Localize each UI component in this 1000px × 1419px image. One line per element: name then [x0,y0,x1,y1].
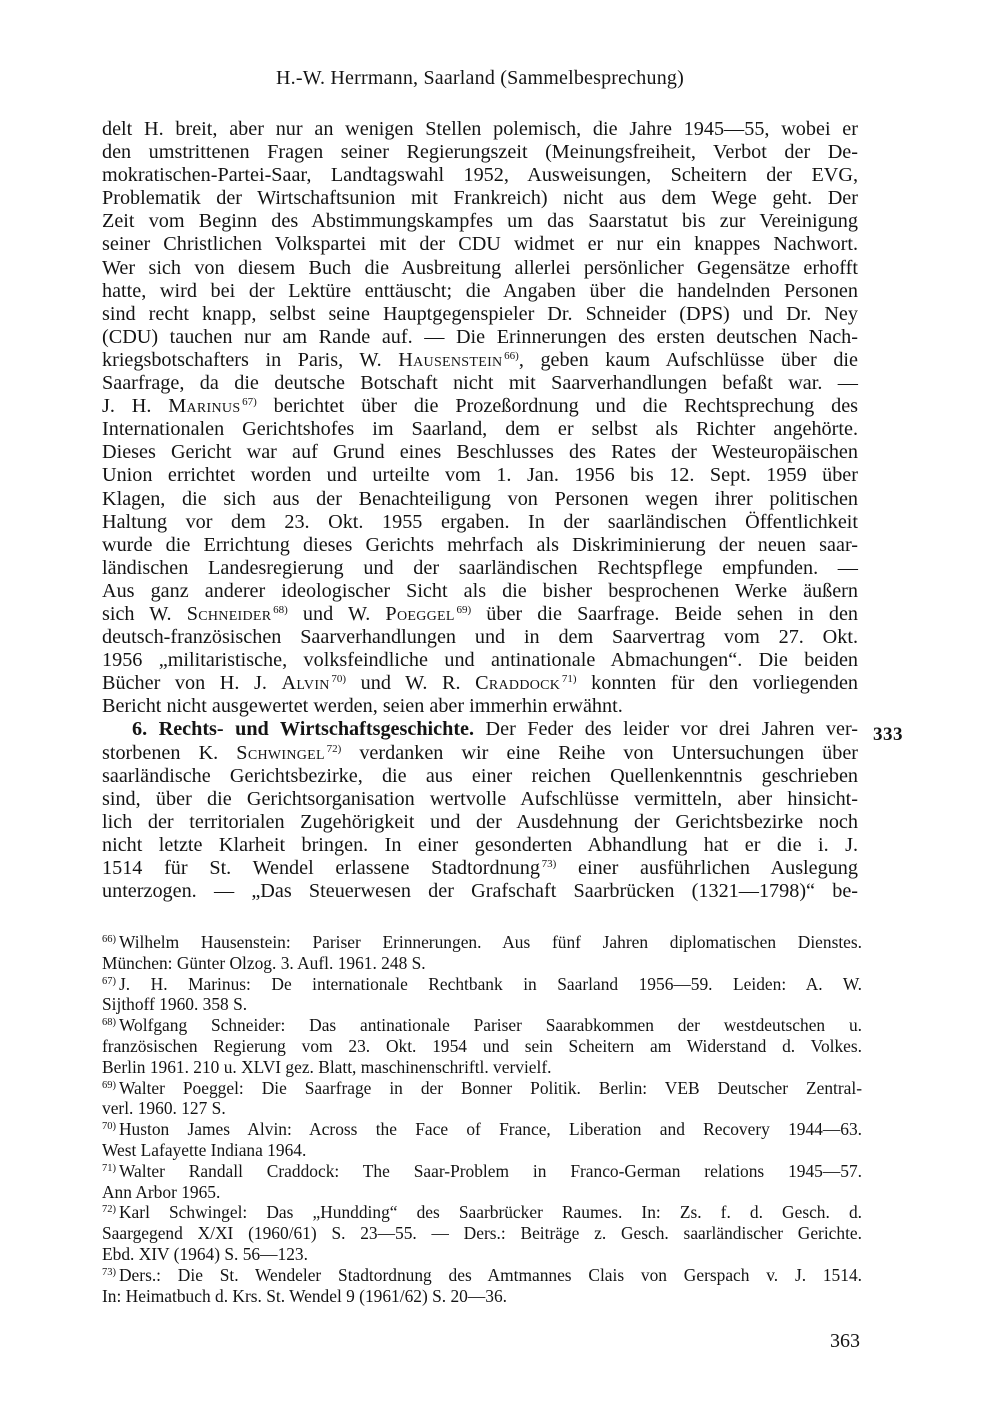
footnote-line: West Lafayette Indiana 1964. [102,1139,307,1160]
text-line: seiner Christlichen Volkspartei mit der CDU widmet er nur ein knappes Nachwort. [102,233,858,256]
footnote-mark: 70) [102,1121,116,1133]
text-line: 1956 „militaristische, volksfeindliche und antinationale Abmachungen“. Die beiden [102,649,858,672]
page-number: 363 [830,1330,860,1352]
text-line: ländischen Landesregierung und der saarländischen Rechtspflege empfunden. — [102,556,858,579]
author-name: Schneider [186,602,272,625]
footnote-line [102,1161,862,1182]
text-line: Union errichtet worden und urteilte vom 1. Jan. 1956 bis 12. Sept. 1959 über [102,464,858,487]
author-name: Marinus [168,395,241,418]
footnote-ref[interactable]: 71) [561,673,577,686]
text-line [102,857,858,880]
footnote-text: Karl Schwingel: Das „Hundding“ des Saarbrücker Raumes. In: Zs. f. d. Gesch. d. [119,1202,862,1223]
text-run: Der Feder des leider vor drei Jahren ver- [474,718,858,741]
text-run: 1514 für St. Wendel erlassene Stadtordnung [102,857,540,879]
footnote-line: In: Heimatbuch d. Krs. St. Wendel 9 (1961/62) S. 20—36. [102,1285,507,1306]
text-run: berichtet über die Prozeßordnung und die Rechtsprechung des [256,395,859,418]
footnote-text: Wilhelm Hausenstein: Pariser Erinnerungen. Aus fünf Jahren diplomatischen Dienstes. [119,932,862,952]
text-run: storbenen K. [102,741,237,764]
footnote-ref[interactable]: 70) [331,673,347,686]
text-line: Problematik der Wirtschaftsunion mit Frankreich) nicht aus dem Wege geht. Der [102,187,858,210]
footnote-ref[interactable]: 67) [242,396,257,409]
text-line: (CDU) tauchen nur am Rande auf. — Die Erinnerungen des ersten deutschen Nach- [102,325,858,348]
footnote-line [102,1015,862,1036]
footnote-line [102,1265,862,1286]
footnote-ref[interactable]: 69) [456,603,472,616]
author-name: Hausenstein [398,348,503,371]
footnote [102,1265,862,1307]
text-line: den umstrittenen Fragen seiner Regierungszeit (Meinungsfreiheit, Verbot der De- [102,141,858,164]
text-line: Wer sich von diesem Buch die Ausbreitung allerlei persönlicher Gegensätze erhofft [102,256,858,279]
text-line: deutsch-französischen Saarverhandlungen und in dem Saarvertrag vom 27. Okt. [102,626,858,649]
text-line: Internationalen Gerichtshofes im Saarland, dem er selbst als Richter angehörte. [102,418,858,441]
footnote-mark: 69) [102,1079,116,1091]
footnote-text: J. H. Marinus: De internationale Rechtbank in Saarland 1956—59. Leiden: A. W. [119,973,862,994]
footnote-text: Wolfgang Schneider: Das antinationale Pariser Saarabkommen der westdeutschen u. [119,1015,862,1036]
footnote-ref[interactable]: 73) [541,858,557,870]
text-line: Bericht nicht ausgewertet werden, seien aber immerhin erwähnt. [102,695,623,718]
text-line: wurde die Errichtung dieses Gerichts mehrfach als Diskriminierung der neuen saar- [102,533,858,556]
footnote-line: München: Günter Olzog. 3. Aufl. 1961. 248 S. [102,952,426,973]
footnote-line [102,932,862,953]
footnote-line: Sijthoff 1960. 358 S. [102,994,248,1015]
footnotes [102,932,862,1306]
text-line [102,742,858,765]
author-name: Poeggel [385,602,455,625]
footnote-text: Huston James Alvin: Across the Face of France, Liberation and Recovery 1944—63. [119,1119,862,1140]
footnote-mark: 73) [102,1266,116,1278]
footnote-line: Berlin 1961. 210 u. XLVI gez. Blatt, maschinenschriftl. vervielf. [102,1056,552,1077]
section-heading: 6. Rechts- und Wirtschaftsgeschichte. [132,718,475,741]
footnote-line: Ann Arbor 1965. [102,1181,221,1202]
footnote-line [102,1078,862,1099]
footnote-text: Ders.: Die St. Wendeler Stadtordnung des Amtmannes Clais von Gerspach v. J. 1514. [119,1264,862,1285]
footnote-line [102,974,862,995]
text-run: kriegsbotschafters in Paris, W. [102,348,399,371]
text-line: Saarfrage, da die deutsche Botschaft nicht mit Saarverhandlungen befaßt war. — [102,372,858,395]
footnote-ref[interactable]: 68) [273,603,288,616]
footnote-line: Saargegend X/XI (1960/61) S. 23—55. — Ders.: Beiträge z. Gesch. saarländischer Gerichte. [102,1223,862,1244]
text-line: unterzogen. — „Das Steuerwesen der Grafschaft Saarbrücken (1321—1798)“ be- [102,880,858,903]
text-run: und W. R. [346,672,476,695]
footnote-text: Walter Randall Craddock: The Saar-Problem in Franco-German relations 1945—57. [119,1160,862,1181]
section-start-line [102,718,858,741]
text-line [102,395,858,418]
running-head: H.-W. Herrmann, Saarland (Sammelbesprechung) [276,67,684,89]
text-run: und W. [287,602,386,625]
text-line: mokratischen-Partei-Saar, Landtagswahl 1952, Ausweisungen, Scheitern der EVG, [102,164,858,187]
text-line: nicht letzte Klarheit bringen. In einer gesonderten Abhandlung hat er die i. J. [102,833,858,856]
footnote [102,1202,862,1264]
text-line: Zeit vom Beginn des Abstimmungskampfes um das Saarstatut bis zur Vereinigung [102,210,858,233]
text-run: , geben kaum Aufschlüsse über die [518,348,858,371]
footnote-line [102,1119,862,1140]
text-line: Dieses Gericht war auf Grund eines Beschlusses des Rates der Westeuropäischen [102,441,858,464]
footnote-mark: 71) [102,1162,116,1174]
footnote-ref[interactable]: 66) [504,349,519,362]
author-name: Alvin [281,672,330,695]
text-line: lich der territorialen Zugehörigkeit und der Ausdehnung der Gerichtsbezirke noch [102,810,858,833]
author-name: Schwingel [236,741,325,764]
text-line: sind recht knapp, selbst seine Hauptgegenspieler Dr. Schneider (DPS) und Dr. Ney [102,302,858,325]
text-line [102,349,858,372]
footnote-line: Ebd. XIV (1964) S. 56—123. [102,1243,308,1264]
text-run: einer ausführlichen Auslegung [556,857,858,879]
text-run: konnten für den vorliegenden [576,672,859,695]
text-line: Haltung vor dem 23. Okt. 1955 ergaben. In der saarländischen Öffentlichkeit [102,510,858,533]
footnote-line: französischen Regierung vom 23. Okt. 1954 und sein Scheitern am Widerstand d. Volkes. [102,1035,862,1056]
text-line: sind, über die Gerichtsorganisation wertvolle Aufschlüsse vermitteln, aber hinsicht- [102,787,858,810]
footnote [102,1161,862,1203]
text-line [102,672,858,695]
footnote-ref[interactable]: 72) [326,742,342,755]
margin-page-number: 333 [873,724,903,745]
text-run: J. H. [102,395,169,418]
footnote-line: verl. 1960. 127 S. [102,1098,226,1119]
text-run: sich W. [102,602,187,625]
footnote [102,1015,862,1077]
text-line: saarländische Gerichtsbezirke, die aus einer reichen Quellenkenntnis geschrieben [102,764,858,787]
footnote [102,932,862,974]
main-text [102,118,858,903]
footnote-line [102,1202,862,1223]
text-run: verdanken wir eine Reihe von Untersuchungen über [341,741,859,764]
footnote-mark: 66) [102,934,116,945]
footnote [102,1078,862,1120]
text-line [102,603,858,626]
footnote [102,974,862,1016]
footnote-text: Walter Poeggel: Die Saarfrage in der Bonner Politik. Berlin: VEB Deutscher Zentral- [119,1077,862,1098]
footnote-mark: 72) [102,1204,116,1216]
text-line: hatte, wird bei der Lektüre enttäuscht; die Angaben über die handelnden Personen [102,279,858,302]
text-run: Bücher von H. J. [102,672,282,695]
text-line: Aus ganz anderer ideologischer Sicht als die bisher besprochenen Werke äußern [102,579,858,602]
footnote-mark: 68) [102,1017,116,1029]
footnote-mark: 67) [102,975,116,987]
text-run: über die Saarfrage. Beide sehen in den [471,602,859,625]
text-line: delt H. breit, aber nur an wenigen Stellen polemisch, die Jahre 1945—55, wobei er [102,118,858,140]
author-name: Craddock [475,672,561,695]
footnote [102,1119,862,1161]
text-line: Klagen, die sich aus der Benachteiligung von Personen wegen ihrer politischen [102,487,858,510]
